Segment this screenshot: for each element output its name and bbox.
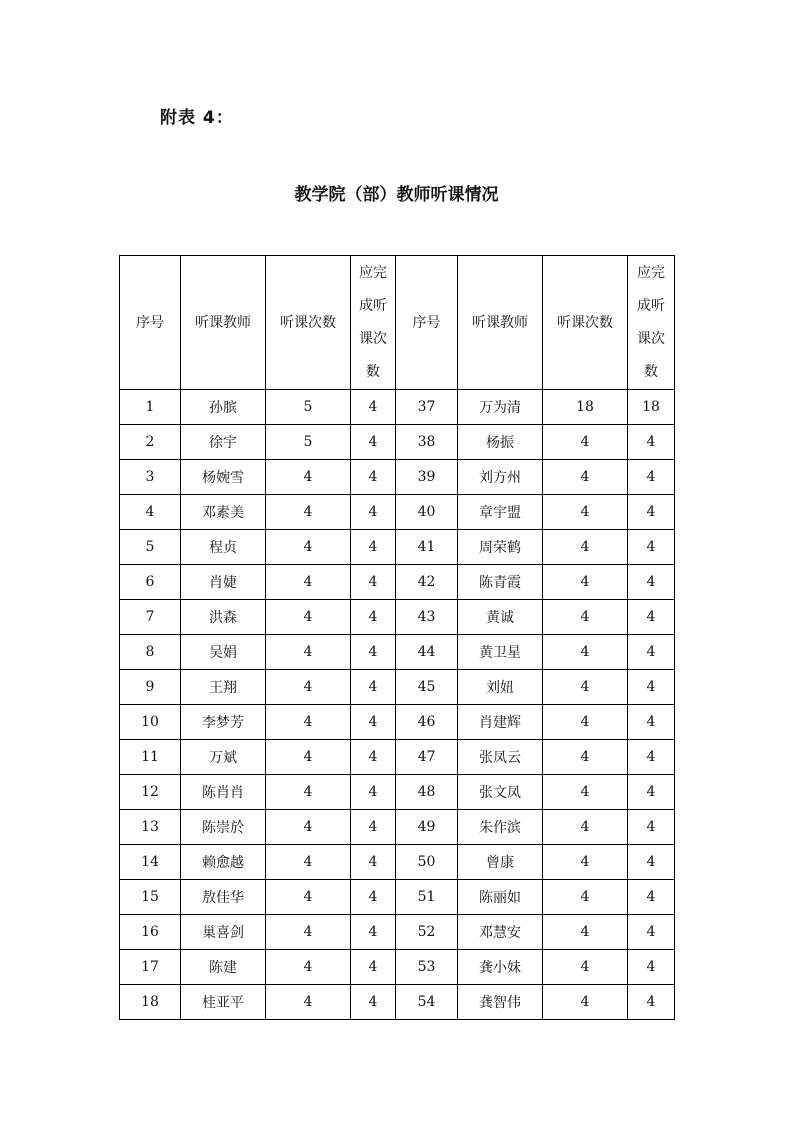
cell-right-count: 4 [543, 495, 628, 530]
cell-left-teacher: 敖佳华 [181, 880, 266, 915]
cell-left-required: 4 [351, 915, 396, 950]
table-row [120, 845, 675, 880]
cell-left-teacher: 杨婉雪 [181, 460, 266, 495]
cell-right-count: 4 [543, 565, 628, 600]
cell-right-count: 4 [543, 810, 628, 845]
cell-right-count: 4 [543, 670, 628, 705]
cell-left-seq: 7 [120, 600, 181, 635]
cell-left-seq: 4 [120, 495, 181, 530]
table-row [120, 950, 675, 985]
table-row [120, 985, 675, 1020]
cell-left-count: 4 [266, 950, 351, 985]
cell-right-teacher: 杨振 [458, 425, 543, 460]
cell-left-seq: 3 [120, 460, 181, 495]
appendix-label: 附表 4： [160, 108, 234, 128]
table-row [120, 775, 675, 810]
cell-right-required: 4 [628, 600, 675, 635]
cell-right-teacher: 陈丽如 [458, 880, 543, 915]
cell-left-count: 4 [266, 810, 351, 845]
table-row [120, 635, 675, 670]
cell-right-count: 4 [543, 530, 628, 565]
cell-right-required: 4 [628, 950, 675, 985]
cell-left-teacher: 陈建 [181, 950, 266, 985]
cell-right-seq: 38 [396, 425, 458, 460]
cell-left-required: 4 [351, 775, 396, 810]
cell-left-count: 4 [266, 635, 351, 670]
cell-right-required: 4 [628, 915, 675, 950]
cell-left-seq: 12 [120, 775, 181, 810]
cell-right-seq: 43 [396, 600, 458, 635]
cell-right-seq: 42 [396, 565, 458, 600]
table-row [120, 495, 675, 530]
header-seq-right: 序号 [396, 256, 458, 390]
cell-right-seq: 53 [396, 950, 458, 985]
cell-left-required: 4 [351, 705, 396, 740]
table-header-row [120, 256, 675, 390]
cell-right-count: 4 [543, 705, 628, 740]
cell-left-teacher: 桂亚平 [181, 985, 266, 1020]
cell-left-count: 4 [266, 530, 351, 565]
cell-right-required: 4 [628, 425, 675, 460]
cell-right-required: 4 [628, 740, 675, 775]
cell-left-required: 4 [351, 565, 396, 600]
cell-right-teacher: 龚小妹 [458, 950, 543, 985]
cell-right-count: 4 [543, 915, 628, 950]
cell-left-seq: 10 [120, 705, 181, 740]
cell-right-teacher: 龚智伟 [458, 985, 543, 1020]
cell-right-count: 4 [543, 775, 628, 810]
cell-left-count: 4 [266, 495, 351, 530]
cell-right-teacher: 章宇盟 [458, 495, 543, 530]
cell-right-count: 4 [543, 460, 628, 495]
cell-left-teacher: 陈肖肖 [181, 775, 266, 810]
cell-right-seq: 37 [396, 390, 458, 425]
cell-left-required: 4 [351, 390, 396, 425]
cell-right-count: 4 [543, 600, 628, 635]
cell-right-seq: 44 [396, 635, 458, 670]
cell-right-seq: 40 [396, 495, 458, 530]
cell-left-required: 4 [351, 670, 396, 705]
cell-left-count: 4 [266, 880, 351, 915]
cell-left-teacher: 洪森 [181, 600, 266, 635]
header-required-right [628, 256, 675, 390]
cell-right-seq: 45 [396, 670, 458, 705]
cell-left-count: 4 [266, 915, 351, 950]
cell-left-seq: 18 [120, 985, 181, 1020]
header-seq-left: 序号 [120, 256, 181, 390]
cell-right-seq: 52 [396, 915, 458, 950]
cell-left-seq: 1 [120, 390, 181, 425]
table-row [120, 810, 675, 845]
cell-right-seq: 48 [396, 775, 458, 810]
cell-left-count: 4 [266, 460, 351, 495]
table-row [120, 705, 675, 740]
cell-left-required: 4 [351, 810, 396, 845]
cell-left-seq: 5 [120, 530, 181, 565]
header-required-left [351, 256, 396, 390]
cell-right-required: 4 [628, 495, 675, 530]
cell-right-seq: 51 [396, 880, 458, 915]
cell-right-required: 4 [628, 705, 675, 740]
cell-right-teacher: 黄诚 [458, 600, 543, 635]
cell-right-seq: 54 [396, 985, 458, 1020]
cell-right-required: 4 [628, 845, 675, 880]
cell-left-required: 4 [351, 425, 396, 460]
cell-right-required: 4 [628, 775, 675, 810]
cell-right-seq: 50 [396, 845, 458, 880]
cell-right-teacher: 刘妞 [458, 670, 543, 705]
cell-right-teacher: 刘方州 [458, 460, 543, 495]
cell-right-required: 4 [628, 530, 675, 565]
cell-left-required: 4 [351, 495, 396, 530]
cell-left-teacher: 李梦芳 [181, 705, 266, 740]
cell-left-required: 4 [351, 600, 396, 635]
cell-left-required: 4 [351, 985, 396, 1020]
cell-left-teacher: 肖婕 [181, 565, 266, 600]
cell-right-seq: 46 [396, 705, 458, 740]
cell-left-count: 4 [266, 985, 351, 1020]
cell-right-count: 18 [543, 390, 628, 425]
cell-left-seq: 11 [120, 740, 181, 775]
cell-left-teacher: 徐宇 [181, 425, 266, 460]
cell-right-required: 4 [628, 670, 675, 705]
cell-right-teacher: 周荣鹤 [458, 530, 543, 565]
cell-right-required: 4 [628, 985, 675, 1020]
header-teacher-right: 听课教师 [458, 256, 543, 390]
table-row [120, 670, 675, 705]
cell-left-count: 4 [266, 670, 351, 705]
header-count-left: 听课次数 [266, 256, 351, 390]
cell-left-seq: 13 [120, 810, 181, 845]
cell-right-count: 4 [543, 740, 628, 775]
cell-right-teacher: 黄卫星 [458, 635, 543, 670]
cell-left-teacher: 万斌 [181, 740, 266, 775]
header-count-right: 听课次数 [543, 256, 628, 390]
cell-right-count: 4 [543, 635, 628, 670]
table-row [120, 740, 675, 775]
cell-left-count: 4 [266, 740, 351, 775]
table-body [120, 390, 675, 1020]
cell-left-teacher: 陈崇於 [181, 810, 266, 845]
page-title: 教学院（部）教师听课情况 [294, 185, 499, 205]
cell-left-count: 4 [266, 600, 351, 635]
cell-left-required: 4 [351, 950, 396, 985]
cell-left-required: 4 [351, 740, 396, 775]
cell-right-required: 4 [628, 810, 675, 845]
cell-right-required: 4 [628, 460, 675, 495]
cell-right-teacher: 曾康 [458, 845, 543, 880]
cell-left-teacher: 邓素美 [181, 495, 266, 530]
cell-left-count: 5 [266, 425, 351, 460]
cell-right-teacher: 朱作滨 [458, 810, 543, 845]
cell-right-required: 18 [628, 390, 675, 425]
cell-left-seq: 2 [120, 425, 181, 460]
cell-left-seq: 17 [120, 950, 181, 985]
table-row [120, 880, 675, 915]
observation-table [119, 255, 675, 1020]
cell-right-teacher: 邓慧安 [458, 915, 543, 950]
cell-right-count: 4 [543, 845, 628, 880]
cell-right-required: 4 [628, 880, 675, 915]
cell-right-seq: 47 [396, 740, 458, 775]
cell-right-teacher: 陈青霞 [458, 565, 543, 600]
cell-right-teacher: 张文凤 [458, 775, 543, 810]
table-row [120, 600, 675, 635]
cell-right-seq: 41 [396, 530, 458, 565]
cell-right-teacher: 肖建辉 [458, 705, 543, 740]
cell-left-seq: 15 [120, 880, 181, 915]
cell-left-seq: 16 [120, 915, 181, 950]
cell-left-seq: 14 [120, 845, 181, 880]
cell-left-count: 4 [266, 845, 351, 880]
cell-left-count: 4 [266, 775, 351, 810]
cell-right-seq: 39 [396, 460, 458, 495]
table-row [120, 530, 675, 565]
cell-right-count: 4 [543, 985, 628, 1020]
cell-left-seq: 8 [120, 635, 181, 670]
cell-left-teacher: 吴娟 [181, 635, 266, 670]
cell-right-required: 4 [628, 635, 675, 670]
cell-left-seq: 9 [120, 670, 181, 705]
cell-left-required: 4 [351, 635, 396, 670]
header-teacher-left: 听课教师 [181, 256, 266, 390]
cell-left-required: 4 [351, 845, 396, 880]
cell-right-count: 4 [543, 950, 628, 985]
cell-left-teacher: 赖愈越 [181, 845, 266, 880]
cell-left-count: 4 [266, 705, 351, 740]
cell-left-required: 4 [351, 460, 396, 495]
cell-left-teacher: 程贞 [181, 530, 266, 565]
cell-left-teacher: 孙膑 [181, 390, 266, 425]
header-required-right-label: 应完成听课次数 [637, 264, 665, 380]
cell-left-required: 4 [351, 880, 396, 915]
cell-left-count: 4 [266, 565, 351, 600]
table-row [120, 565, 675, 600]
cell-left-teacher: 王翔 [181, 670, 266, 705]
cell-right-required: 4 [628, 565, 675, 600]
table-row [120, 390, 675, 425]
cell-left-count: 5 [266, 390, 351, 425]
cell-right-teacher: 万为清 [458, 390, 543, 425]
cell-right-count: 4 [543, 880, 628, 915]
header-required-left-label: 应完成听课次数 [359, 264, 387, 380]
cell-right-teacher: 张凤云 [458, 740, 543, 775]
table-row [120, 915, 675, 950]
cell-right-seq: 49 [396, 810, 458, 845]
cell-left-seq: 6 [120, 565, 181, 600]
table-row [120, 460, 675, 495]
cell-left-required: 4 [351, 530, 396, 565]
cell-right-count: 4 [543, 425, 628, 460]
table-row [120, 425, 675, 460]
cell-left-teacher: 巢喜剑 [181, 915, 266, 950]
